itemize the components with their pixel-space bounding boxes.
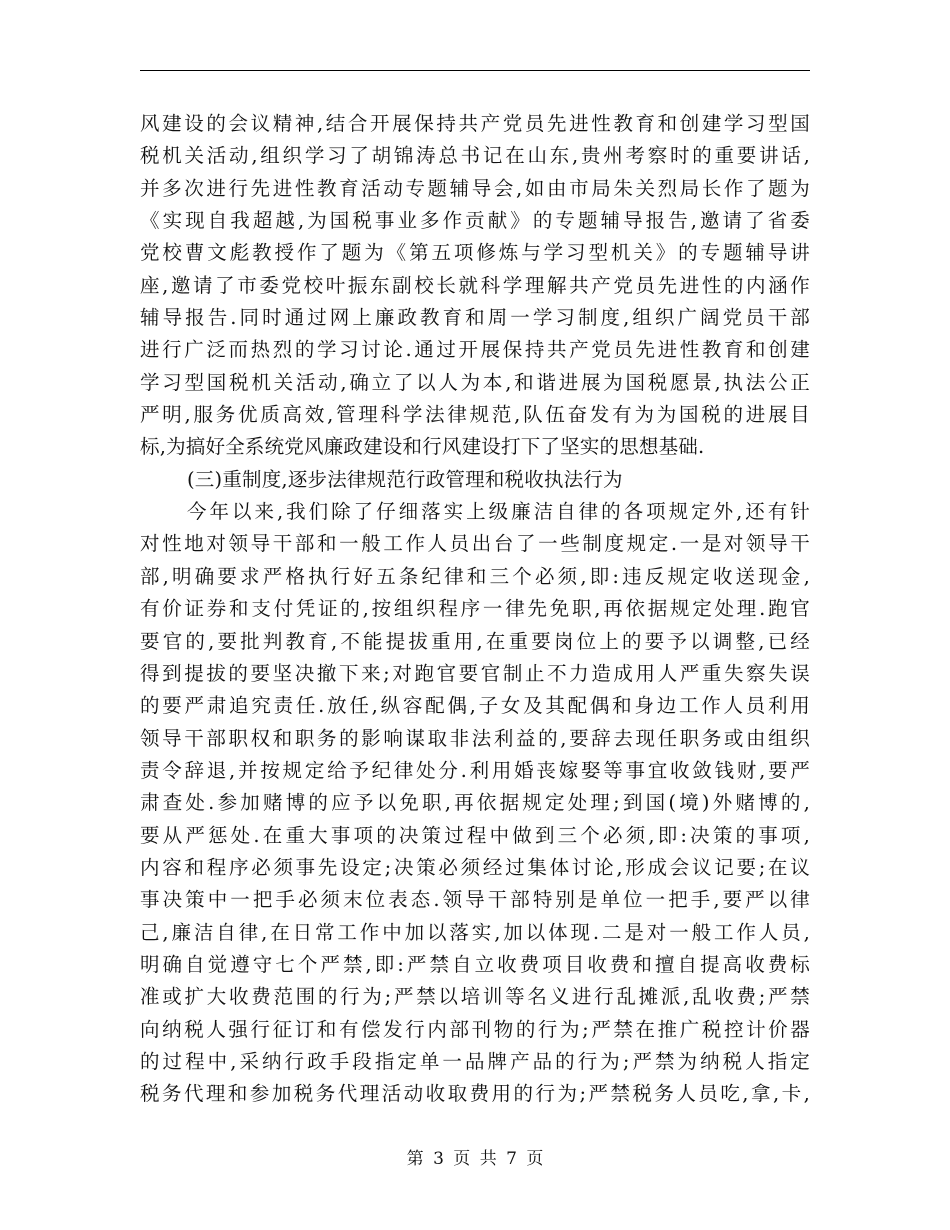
text-line: 辅导报告.同时通过网上廉政教育和周一学习制度,组织广阔党员干部 (140, 306, 810, 330)
text-line: 进行广泛而热烈的学习讨论.通过开展保持共产党员先进性教育和创建 (140, 338, 810, 362)
text-line: 内容和程序必须事先设定;决策必须经过集体讨论,形成会议记要;在议 (140, 855, 810, 879)
text-line: 风建设的会议精神,结合开展保持共产党员先进性教育和创建学习型国 (140, 112, 810, 135)
text-line: 有价证券和支付凭证的,按组织程序一律先免职,再依据规定处理.跑官 (140, 597, 810, 621)
text-line: 肃查处.参加赌博的应予以免职,再依据规定处理;到国(境)外赌博的, (140, 791, 810, 815)
text-line: 标,为搞好全系统党风廉政建设和行风建设打下了坚实的思想基础. (140, 435, 705, 459)
text-line: 学习型国税机关活动,确立了以人为本,和谐进展为国税愿景,执法公正 (140, 370, 810, 394)
text-line: 税机关活动,组织学习了胡锦涛总书记在山东,贵州考察时的重要讲话, (140, 144, 810, 168)
text-line: 《实现自我超越,为国税事业多作贡献》的专题辅导报告,邀请了省委 (140, 209, 810, 233)
text-line: 座,邀请了市委党校叶振东副校长就科学理解共产党员先进性的内涵作 (140, 273, 810, 297)
text-line: 得到提拔的要坚决撤下来;对跑官要官制止不力造成用人严重失察失误 (140, 661, 810, 685)
header-rule (140, 70, 810, 71)
text-line: 并多次进行先进性教育活动专题辅导会,如由市局朱关烈局长作了题为 (140, 176, 810, 200)
text-line: 明确自觉遵守七个严禁,即:严禁自立收费项目收费和擅自提高收费标 (140, 952, 810, 976)
text-line: 对性地对领导干部和一般工作人员出台了一些制度规定.一是对领导干 (140, 532, 810, 556)
text-line: 准或扩大收费范围的行为;严禁以培训等名义进行乱摊派,乱收费;严禁 (140, 985, 810, 1009)
text-line: 己,廉洁自律,在日常工作中加以落实,加以体现.二是对一般工作人员, (140, 920, 810, 944)
text-line: 的要严肃追究责任.放任,纵容配偶,子女及其配偶和身边工作人员利用 (140, 694, 810, 718)
section-heading: (三)重制度,逐步法律规范行政管理和税收执法行为 (187, 467, 623, 491)
text-line: 领导干部职权和职务的影响谋取非法利益的,要辞去现任职务或由组织 (140, 726, 810, 750)
document-body (140, 108, 810, 1111)
text-line: 向纳税人强行征订和有偿发行内部刊物的行为;严禁在推广税控计价器 (140, 1017, 810, 1041)
text-line: 今年以来,我们除了仔细落实上级廉洁自律的各项规定外,还有针 (187, 500, 810, 524)
text-line: 党校曹文彪教授作了题为《第五项修炼与学习型机关》的专题辅导讲 (140, 241, 810, 265)
text-line: 要从严惩处.在重大事项的决策过程中做到三个必须,即:决策的事项, (140, 823, 810, 847)
page-number: 第 3 页 共 7 页 (406, 1149, 544, 1169)
text-line: 部,明确要求严格执行好五条纪律和三个必须,即:违反规定收送现金, (140, 564, 810, 588)
text-line: 严明,服务优质高效,管理科学法律规范,队伍奋发有为为国税的进展目 (140, 403, 810, 427)
text-line: 的过程中,采纳行政手段指定单一品牌产品的行为;严禁为纳税人指定 (140, 1049, 810, 1073)
text-line: 责令辞退,并按规定给予纪律处分.利用婚丧嫁娶等事宜收敛钱财,要严 (140, 758, 810, 782)
text-line: 要官的,要批判教育,不能提拔重用,在重要岗位上的要予以调整,已经 (140, 629, 810, 653)
text-line: 事决策中一把手必须末位表态.领导干部特别是单位一把手,要严以律 (140, 888, 810, 912)
text-line: 税务代理和参加税务代理活动收取费用的行为;严禁税务人员吃,拿,卡, (140, 1082, 810, 1106)
